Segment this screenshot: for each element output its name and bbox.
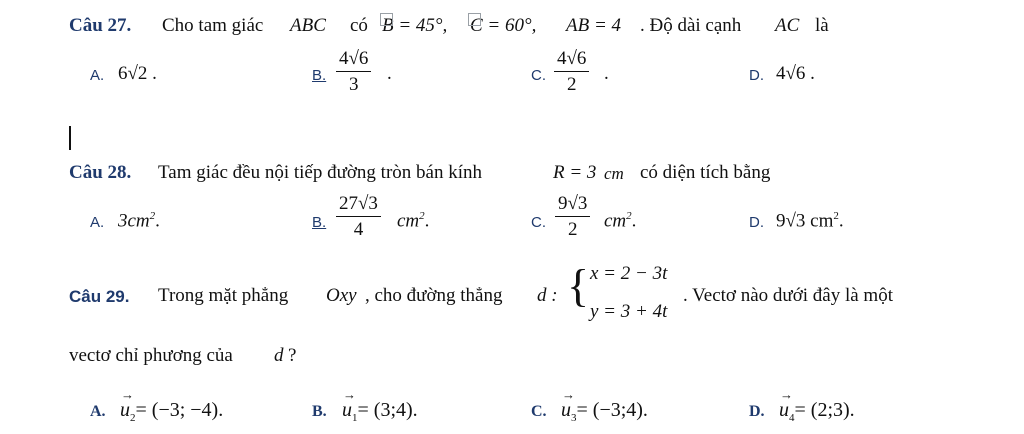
q28-option-c-fraction: $\frac{9√3}{2}$ <box>555 193 590 241</box>
q27-co: có <box>350 15 368 36</box>
q27-option-b-fraction: $\frac{4√6}{3}$ <box>336 48 371 96</box>
placeholder-box-icon <box>380 13 393 26</box>
q29-option-c-letter: C. <box>531 403 547 420</box>
q29-equation-x: x = 2 − 3t <box>590 263 668 284</box>
placeholder-box-icon <box>468 13 481 26</box>
q27-option-b-tail: . <box>387 63 392 84</box>
q27-triangle-name: ABC <box>290 15 326 36</box>
q28-option-a-letter: A. <box>90 214 105 231</box>
q29-option-b-value: → $u_1=$ (3;4). <box>342 399 418 424</box>
q27-option-c-letter: C. <box>531 67 546 84</box>
q27-stem-end: là <box>815 15 829 36</box>
q27-stem-start: Cho tam giác <box>162 15 264 36</box>
q27-stem-mid: . Độ dài cạnh <box>640 15 742 36</box>
q28-stem-end: có diện tích bằng <box>640 162 771 183</box>
q29-line2: vectơ chỉ phương của <box>69 345 233 366</box>
q28-radius: R = 3 <box>553 162 597 183</box>
q28-option-b-fraction: $\frac{27√3}{4}$ <box>336 193 381 241</box>
q29-qmark: ? <box>288 345 297 366</box>
q28-option-d-letter: D. <box>749 214 764 231</box>
q29-stem2: , cho đường thẳng <box>365 285 503 306</box>
q28-option-b-unit: $cm^2$. <box>397 210 430 232</box>
q27-side-ab: AB = 4 <box>566 15 622 36</box>
q27-option-d-letter: D. <box>749 67 764 84</box>
q29-d: d <box>274 345 284 366</box>
text-cursor <box>69 126 71 150</box>
q27-label: Câu 27. <box>69 15 132 36</box>
q29-option-a-value: → $u_2= (-3$; −4). <box>120 399 223 424</box>
q27-option-c-fraction: $\frac{4√6}{2}$ <box>554 48 589 96</box>
q29-option-d-value: → $u_4=$ (2;3). <box>779 399 855 424</box>
q28-stem: Tam giác đều nội tiếp đường tròn bán kính <box>158 162 483 183</box>
q27-angle-c: C = 60°, <box>470 15 537 36</box>
q28-option-c-unit: $cm^2$. <box>604 210 637 232</box>
q28-unit: cm <box>604 164 624 183</box>
q29-equation-y: y = 3 + 4t <box>590 301 668 322</box>
q29-d-label: d : <box>537 285 558 306</box>
system-brace-icon: { <box>567 260 590 311</box>
q28-option-b-letter: B. <box>312 214 327 231</box>
q27-option-a-letter: A. <box>90 67 105 84</box>
q29-option-a-letter: A. <box>90 403 106 420</box>
q27-option-c-tail: . <box>604 63 609 84</box>
q28-option-c-letter: C. <box>531 214 546 231</box>
q27-angle-b: B = 45°, <box>382 15 448 36</box>
q29-option-c-value: → $u_3=$ (−3;4). <box>561 399 648 424</box>
q29-oxy: Oxy <box>326 285 357 306</box>
q29-option-d-letter: D. <box>749 403 765 420</box>
q27-option-d-value: 4√6 . <box>776 63 815 84</box>
q28-option-d-value: 9√3 $cm^2$. <box>776 210 844 232</box>
q27-option-b-letter: B. <box>312 67 327 84</box>
q29-stem3: . Vectơ nào dưới đây là một <box>683 285 893 306</box>
q29-label: Câu 29. <box>69 287 130 306</box>
q28-option-a-value: $3cm^2$. <box>118 210 160 232</box>
q29-stem: Trong mặt phẳng <box>158 285 289 306</box>
q29-option-b-letter: B. <box>312 403 327 420</box>
q27-option-a-value: 6√2 . <box>118 63 157 84</box>
q28-label: Câu 28. <box>69 162 132 183</box>
q27-side-ac: AC <box>775 15 800 36</box>
